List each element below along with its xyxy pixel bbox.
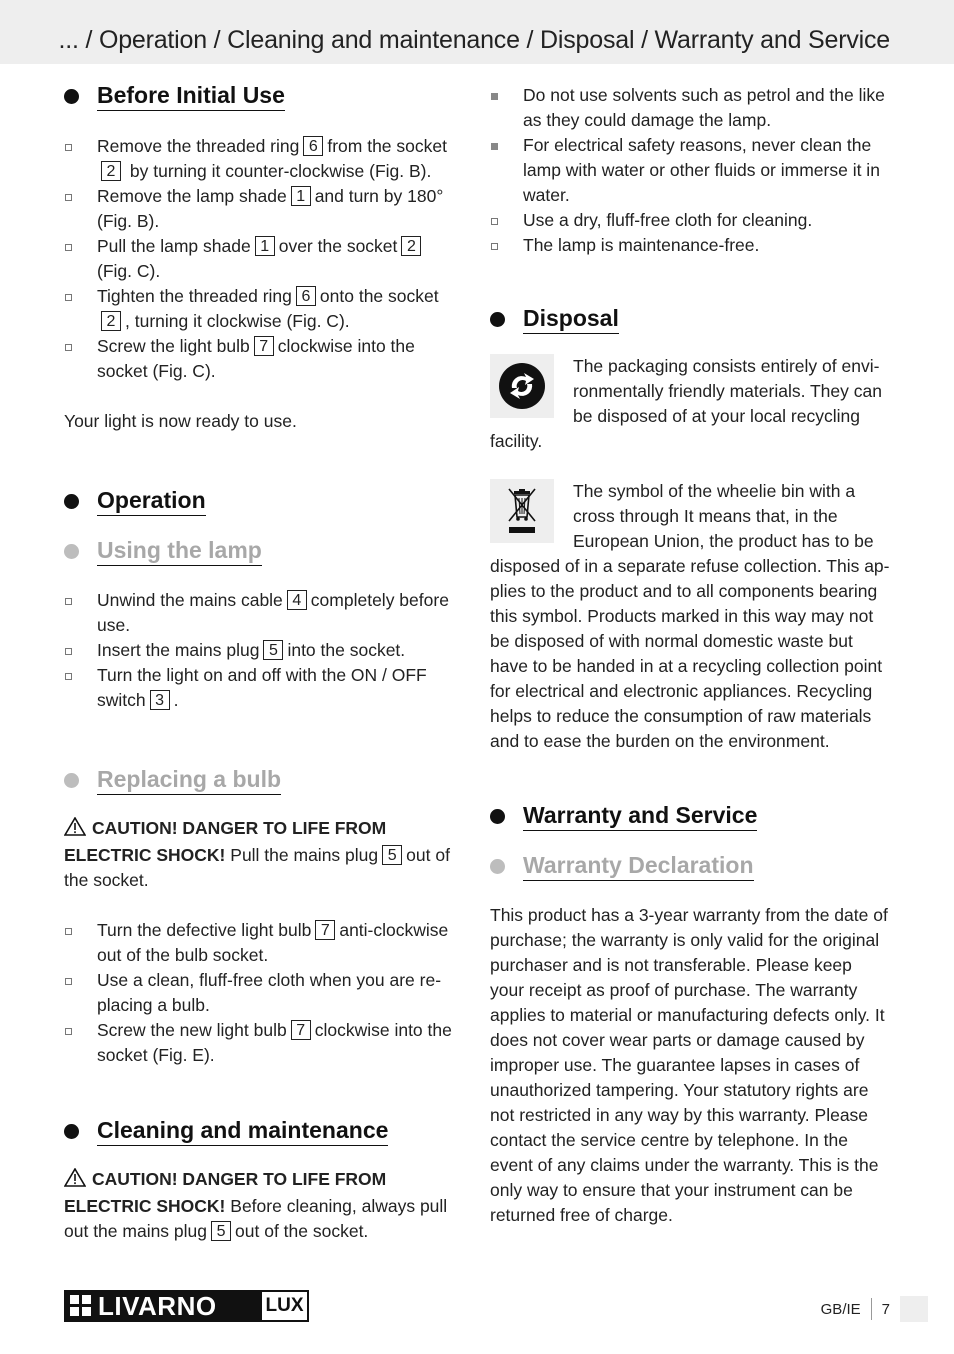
list-item: Use a clean, fluff-free cloth when you are re-placing a bulb.: [64, 968, 464, 1018]
divider: [871, 1298, 872, 1320]
bullet-dot-icon: [64, 773, 79, 788]
weee-disposal: [490, 479, 890, 754]
section-heading-warranty: Warranty and Service: [490, 798, 890, 834]
weee-text: The symbol of the wheelie bin with a cross through It means that, in the European Union, the product has to be disposed of in a separate refuse collection. This ap-plies to the product and to all components bearing this symbol. Products marked in this way may not be disposed of with normal domestic waste but have to be handed in at a recycling collection point for electrical and electronic appliances. Recycling helps to reduce the consumption of raw materials and to ease the burden on the environment.: [490, 481, 890, 751]
brand-name: LIVARNO: [98, 1290, 217, 1321]
list-item: Screw the light bulb 7 clockwise into the socket (Fig. C).: [64, 334, 464, 384]
subheading-replacing-a-bulb: Replacing a bulb: [64, 762, 464, 798]
page-number: 7: [881, 1300, 890, 1318]
warning-triangle-icon: [64, 817, 86, 843]
list-item: Turn the defective light bulb 7 anti-clockwise out of the bulb socket.: [64, 918, 464, 968]
packaging-text: The packaging consists entirely of envi-ronmentally friendly materials. They can be disposed of at your local recycling facility.: [490, 356, 882, 451]
brand-logo: [64, 1290, 309, 1322]
left-column: [64, 78, 464, 1244]
list-item: Use a dry, fluff-free cloth for cleaning.: [490, 208, 890, 233]
ready-text: Your light is now ready to use.: [64, 411, 297, 431]
page-header: [0, 0, 954, 64]
subheading-warranty-declaration: Warranty Declaration: [490, 848, 890, 884]
list-item: Screw the new light bulb 7 clockwise into the socket (Fig. E).: [64, 1018, 464, 1068]
list-item: Insert the mains plug 5 into the socket.: [64, 638, 464, 663]
bullet-dot-icon: [64, 494, 79, 509]
recycling-symbol-icon: [490, 354, 554, 418]
warning-triangle-icon: [64, 1168, 86, 1194]
section-heading-disposal: Disposal: [490, 301, 890, 337]
brand-sub: LUX: [260, 1290, 309, 1322]
section-heading-cleaning: Cleaning and maintenance: [64, 1113, 464, 1149]
bullet-dot-icon: [64, 89, 79, 104]
list-item: For electrical safety reasons, never clean the lamp with water or other fluids or immerse it in water.: [490, 133, 890, 208]
page-footer: [821, 1296, 928, 1322]
brand-mark-icon: [70, 1295, 92, 1317]
list-item: Tighten the threaded ring 6 onto the socket2 , turning it clockwise (Fig. C).: [64, 284, 464, 334]
caution-cleaning: CAUTION! DANGER TO LIFE FROM ELECTRIC SHOCK! Before cleaning, always pull out the mains plug 5 out of the socket.: [64, 1169, 448, 1241]
page-tab: [900, 1296, 928, 1322]
locale-label: GB/IE: [820, 1300, 861, 1318]
bullet-dot-icon: [490, 312, 505, 327]
bullet-dot-icon: [64, 544, 79, 559]
page-title: ... / Operation / Cleaning and maintenance / Disposal / Warranty and Service: [58, 26, 890, 54]
list-item: Remove the threaded ring 6 from the socket2 by turning it counter-clockwise (Fig. B).: [64, 134, 464, 184]
list-item: Do not use solvents such as petrol and the like as they could damage the lamp.: [490, 83, 890, 133]
bullet-dot-icon: [64, 1124, 79, 1139]
section-heading-operation: Operation: [64, 483, 464, 519]
operation-list: [64, 588, 464, 713]
replacing-list: [64, 918, 464, 1068]
section-heading-before-initial-use: Before Initial Use: [64, 78, 464, 114]
subheading-using-the-lamp: Using the lamp: [64, 533, 464, 569]
list-item: Pull the lamp shade 1 over the socket 2 (Fig. C).: [64, 234, 464, 284]
right-column: [490, 83, 890, 1228]
packaging-disposal: [490, 354, 890, 454]
caution-replacing: CAUTION! DANGER TO LIFE FROM ELECTRIC SHOCK! Pull the mains plug 5 out of the socket.: [64, 818, 450, 890]
list-item: Remove the lamp shade 1 and turn by 180° (Fig. B).: [64, 184, 464, 234]
list-item: The lamp is maintenance-free.: [490, 233, 890, 258]
crossed-bin-icon: [490, 479, 554, 543]
list-item: Turn the light on and off with the ON / OFF switch 3 .: [64, 663, 464, 713]
warranty-text: This product has a 3-year warranty from the date of purchase; the warranty is only valid for the original purchaser and is not transferable. Please keep your receipt as proof of purchase. The warranty applies to material or manufacturing defects only. It does not cover wear parts or damage caused by improper use. The guarantee lapses in cases of unauthorized tampering. Your statutory rights are not restricted in any way by this warranty. Please contact the service centre by telephone. In the event of any claims under the warranty. This is the only way to ensure that your instrument can be returned free of charge.: [490, 905, 888, 1225]
cleaning-list: [490, 83, 890, 258]
before-use-list: [64, 134, 464, 384]
list-item: Unwind the mains cable 4 completely before use.: [64, 588, 464, 638]
bullet-dot-icon: [490, 809, 505, 824]
bullet-dot-icon: [490, 859, 505, 874]
